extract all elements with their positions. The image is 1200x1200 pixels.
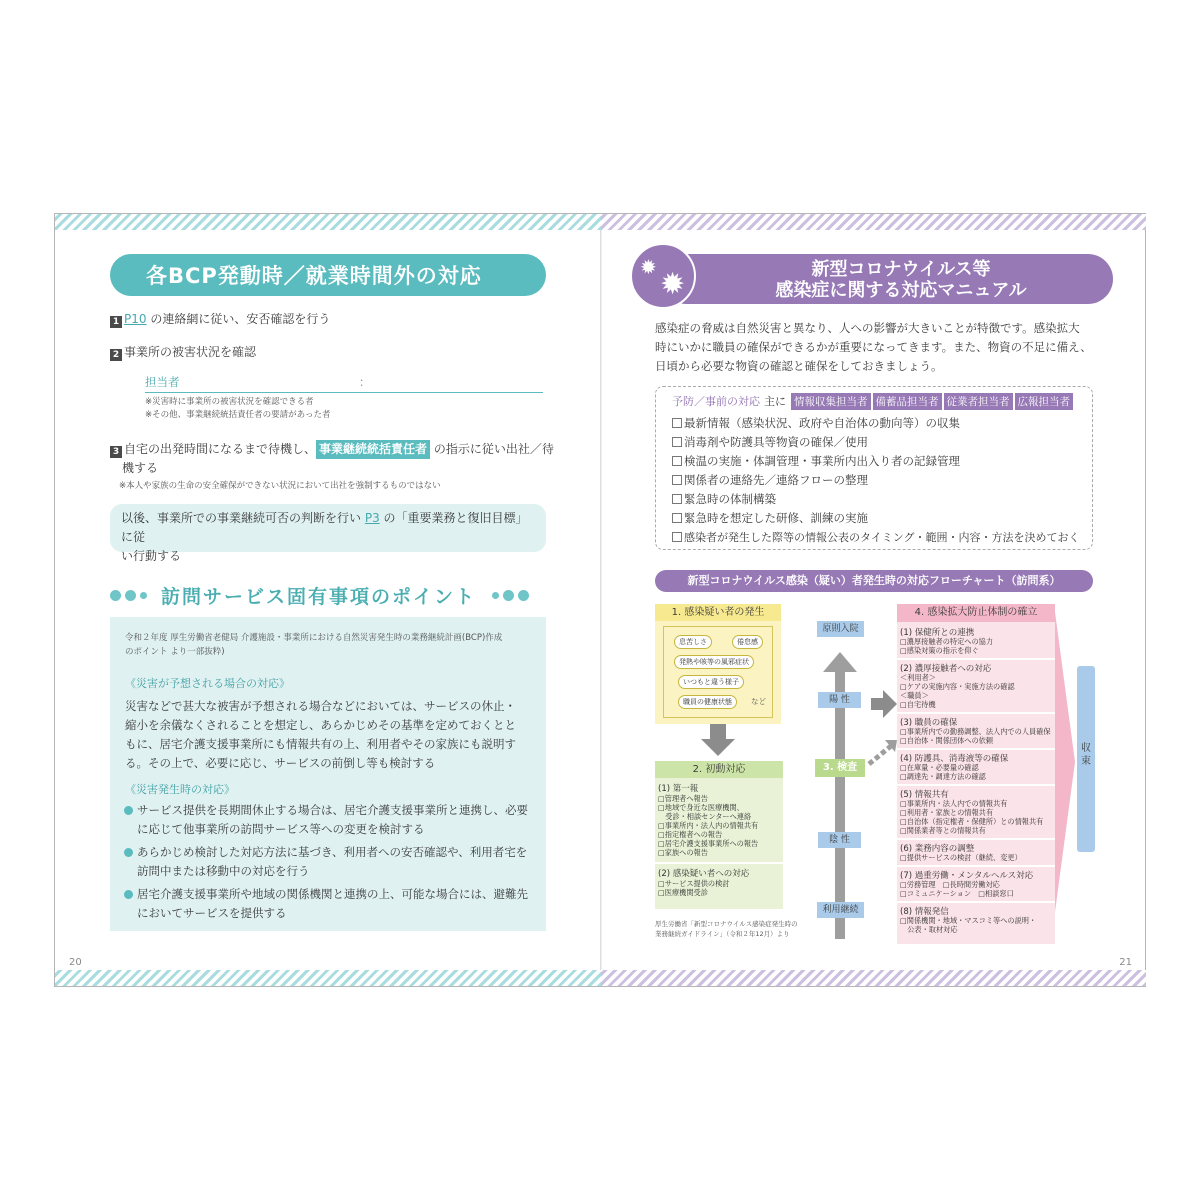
flow-subheading: (1) 保健所との連携 xyxy=(900,628,975,638)
flow-line: □居宅介護支援事業所への報告 xyxy=(658,839,759,848)
flow-line: □コミュニケーション □相談窓口 xyxy=(900,889,1014,898)
role-tag: 従業者担当者 xyxy=(944,393,1013,410)
divider xyxy=(897,901,1055,903)
flow-line: □自治体（指定権者・保健所）との情報共有 xyxy=(900,817,1044,826)
flow-line: □事業所内での勤務調整、法人内での人員確保 xyxy=(900,727,1051,736)
arrow-right-icon xyxy=(871,690,897,718)
left-page xyxy=(55,214,601,986)
checkbox-icon xyxy=(672,513,682,523)
checklist-item: 消毒剤や防護具等物資の確保／使用 xyxy=(672,434,868,450)
flow-box-title: 1. 感染疑い者の発生 xyxy=(655,604,781,621)
settlement-label: 収 束 xyxy=(1081,743,1091,767)
callout-text: い行動する xyxy=(121,549,182,563)
flow-line: □サービス提供の検討 xyxy=(658,879,730,888)
role-tag: 広報担当者 xyxy=(1015,393,1074,410)
right-page xyxy=(601,214,1146,986)
continue-use-label: 利用継続 xyxy=(817,902,864,918)
checkbox-icon xyxy=(672,418,682,428)
flow-line: □在庫量・必要量の確認 xyxy=(900,763,979,772)
divider xyxy=(897,748,1055,750)
divider xyxy=(897,838,1055,840)
flow-line: □事業所内・法人内での情報共有 xyxy=(900,799,1008,808)
page-number: 20 xyxy=(69,957,82,968)
flow-line: □地域で身近な医療機関、 xyxy=(658,803,744,812)
page-title: 各BCP発動時／就業時間外の対応 xyxy=(110,254,546,296)
checklist-item: 緊急時を想定した研修、訓練の実施 xyxy=(672,510,868,526)
symptom-pill: 息苦しさ xyxy=(674,635,712,649)
flow-line: ＜職員＞ xyxy=(900,691,929,700)
page-title: 新型コロナウイルス等 感染症に関する対応マニュアル xyxy=(661,254,1113,304)
etc-label: など xyxy=(751,697,766,706)
flow-subheading: (7) 過重労働・メンタルヘルス対応 xyxy=(900,871,1034,881)
callout-box xyxy=(110,504,546,563)
flow-line: □感染対策の指示を仰ぐ xyxy=(900,646,979,655)
flow-line: □ケアの実施内容・実施方法の確認 xyxy=(900,682,1015,691)
bottom-stripe xyxy=(601,970,1146,986)
step-2 xyxy=(110,343,256,362)
positive-label: 陽 性 xyxy=(818,692,861,708)
flow-subheading: (8) 情報発信 xyxy=(900,907,949,917)
flow-line: □医療機関受診 xyxy=(658,888,708,897)
info-heading: 《災害が予想される場合の対応》 xyxy=(125,677,290,690)
dashed-arrow xyxy=(869,746,891,764)
flow-subheading: (4) 防護具、消毒液等の確保 xyxy=(900,754,1009,764)
test-label: 3. 検査 xyxy=(815,759,865,777)
step-text: の連絡網に従い、安否確認を行う xyxy=(150,312,331,326)
arrow-down-icon xyxy=(701,724,735,756)
flow-subheading: (1) 第一報 xyxy=(658,784,699,794)
virus-icon: ✹ ✹ xyxy=(630,243,696,309)
hospitalization-label: 原則入院 xyxy=(817,621,864,637)
flow-line: □調達先・調達方法の確認 xyxy=(900,772,986,781)
flow-line: □関係機関・地域・マスコミ等への説明・ xyxy=(900,916,1037,925)
manager-colon: ： xyxy=(359,375,371,389)
flow-line: □自宅待機 xyxy=(900,700,936,709)
role-tag: 情報収集担当者 xyxy=(791,393,871,410)
step-number: 2 xyxy=(110,349,122,361)
bullet-item: 居宅介護支援事業所や地域の関係機関と連携の上、可能な場合には、避難先 においてサービスを提供する xyxy=(124,885,538,923)
divider xyxy=(655,862,783,864)
prevention-header: 予防／事前の対応 主に 情報収集担当者 備蓄品担当者 従業者担当者 広報担当者 xyxy=(672,393,1073,410)
symptom-pill: 倦怠感 xyxy=(732,635,763,649)
step-text: 自宅の出発時間になるまで待機し、 xyxy=(124,442,317,456)
manager-field xyxy=(145,374,543,393)
intro-text: 感染症の脅威は自然災害と異なり、人への影響が大きいことが特徴です。感染拡大 時にいかに職員の確保ができるかが重要になってきます。また、物資の不足に備え、 日頃から必要な物資の確認と確保をしておきましょう。 xyxy=(655,321,1092,373)
checkbox-icon xyxy=(672,437,682,447)
section-title xyxy=(110,582,546,608)
flow-line: □指定権者への報告 xyxy=(658,830,723,839)
source-note: 令和２年度 厚生労働省老健局 介護施設・事業所における自然災害発生時の業務継続計画(BCP)作成 のポイント より一部抜粋) xyxy=(125,633,503,657)
source-note: 厚生労働省「新型コロナウイルス感染症発生時の 業務継続ガイドライン」（令和２年12月）より xyxy=(655,920,798,938)
page-link-p3[interactable]: P3 xyxy=(364,511,380,525)
flow-subheading: (3) 職員の確保 xyxy=(900,718,958,728)
manager-note: ※その他、事業継続統括責任者の要請があった者 xyxy=(145,410,331,420)
flow-line: ＜利用者＞ xyxy=(900,673,936,682)
symptom-pill: 職員の健康状態 xyxy=(678,695,737,709)
flow-box-title: 4. 感染拡大防止体制の確立 xyxy=(897,604,1055,622)
symptom-pill: いつもと違う様子 xyxy=(678,675,744,689)
bullet-dot xyxy=(124,848,133,857)
flowchart-title: 新型コロナウイルス感染（疑い）者発生時の対応フローチャート（訪問系） xyxy=(655,570,1093,592)
arrow-up-icon xyxy=(823,652,857,672)
role-tag: 事業継続統括責任者 xyxy=(316,440,430,459)
manager-note: ※災害時に事業所の被害状況を確認できる者 xyxy=(145,397,314,407)
divider xyxy=(897,784,1055,786)
step-1 xyxy=(110,310,330,329)
checkbox-icon xyxy=(672,456,682,466)
dots-decoration xyxy=(110,590,147,601)
flow-line: □事業所内・法人内の情報共有 xyxy=(658,821,759,830)
checkbox-icon xyxy=(672,494,682,504)
flow-subheading: (6) 業務内容の調整 xyxy=(900,844,975,854)
prevention-box xyxy=(655,386,1093,550)
flow-line: 公表・取材対応 xyxy=(900,925,958,934)
flow-line: □労務管理 □長時間労働対応 xyxy=(900,880,1000,889)
callout-text: 以後、事業所での事業継続可否の判断を行い xyxy=(121,511,362,525)
flow-box-suspected-case xyxy=(655,604,781,724)
step-3-line2: 機する xyxy=(122,461,159,475)
step-text: 事業所の被害状況を確認 xyxy=(124,345,257,359)
info-paragraph: 災害などで甚大な被害が予想される場合などにおいては、サービスの休止・ 縮小を余儀なくされることを想定し、あらかじめその基準を定めておくとと もに、居宅介護支援事業所にも情報共有の上、利用者やその家族にも説明す る。その上で、必要に応じ、サービスの前倒し等も検討する xyxy=(125,699,516,770)
role-tag: 備蓄品担当者 xyxy=(873,393,942,410)
flow-box-title: 2. 初動対応 xyxy=(655,761,783,778)
bullet-dot xyxy=(124,890,133,899)
divider xyxy=(897,658,1055,660)
page-number: 21 xyxy=(1119,957,1132,968)
flow-box-containment xyxy=(897,604,1055,944)
bottom-stripe xyxy=(55,970,601,986)
callout-text: の「重要業務と復旧目標」に従 xyxy=(121,511,528,544)
chevron-right-icon xyxy=(1055,612,1075,912)
flow-box-initial-response xyxy=(655,761,783,909)
divider xyxy=(897,865,1055,867)
flow-line: □関係業者等との情報共有 xyxy=(900,826,986,835)
flow-subheading: (2) 感染疑い者への対応 xyxy=(658,869,750,879)
divider xyxy=(897,712,1055,714)
dots-decoration xyxy=(492,590,529,601)
step-text: の指示に従い出社／待 xyxy=(433,442,554,456)
info-box xyxy=(110,617,546,931)
checklist-item: 最新情報（感染状況、政府や自治体の動向等）の収集 xyxy=(672,415,960,431)
manager-label: 担当者 xyxy=(145,375,180,389)
booklet-spread xyxy=(54,213,1146,987)
checkbox-icon xyxy=(672,532,682,542)
section-title-text: 訪問サービス固有事項のポイント xyxy=(161,585,477,608)
checklist-item: 関係者の連絡先／連絡フローの整理 xyxy=(672,472,868,488)
flow-line: □家族への報告 xyxy=(658,848,708,857)
checklist-item: 感染者が発生した際等の情報公表のタイミング・範囲・内容・方法を決めておく xyxy=(672,529,1080,545)
flow-line: □利用者・家族との情報共有 xyxy=(900,808,994,817)
step-number: 1 xyxy=(110,316,122,328)
checklist-item: 緊急時の体制構築 xyxy=(672,491,776,507)
step-3 xyxy=(110,440,554,459)
step-number: 3 xyxy=(110,446,122,458)
symptom-pill: 発熱や咳等の風邪症状 xyxy=(674,655,754,669)
top-stripe xyxy=(601,214,1146,230)
step-3-note: ※本人や家族の生命の安全確保ができない状況において出社を強制するものではない xyxy=(119,481,441,491)
flow-line: 受診・相談センターへ連絡 xyxy=(658,812,752,821)
page-link-p10[interactable]: P10 xyxy=(124,312,147,326)
settlement-bar xyxy=(1077,666,1095,852)
flow-line: □濃厚接触者の特定への協力 xyxy=(900,637,994,646)
flow-line: □管理者へ報告 xyxy=(658,794,708,803)
negative-label: 陰 性 xyxy=(818,832,861,848)
bullet-dot xyxy=(124,806,133,815)
flow-subheading: (5) 情報共有 xyxy=(900,790,949,800)
flow-line: □自治体・関係団体への依頼 xyxy=(900,736,994,745)
flow-line: □提供サービスの検討（継続、変更） xyxy=(900,853,1022,862)
checklist-item: 検温の実施・体調管理・事業所内出入り者の記録管理 xyxy=(672,453,960,469)
bullet-item: サービス提供を長期間休止する場合は、居宅介護支援事業所と連携し、必要 に応じて他事業所の訪問サービス等への変更を検討する xyxy=(124,801,538,839)
bullet-item: あらかじめ検討した対応方法に基づき、利用者への安否確認や、利用者宅を 訪問中または移動中の対応を行う xyxy=(124,843,538,881)
info-heading: 《災害発生時の対応》 xyxy=(125,783,235,796)
top-stripe xyxy=(55,214,601,230)
checkbox-icon xyxy=(672,475,682,485)
flow-subheading: (2) 濃厚接触者への対応 xyxy=(900,664,992,674)
